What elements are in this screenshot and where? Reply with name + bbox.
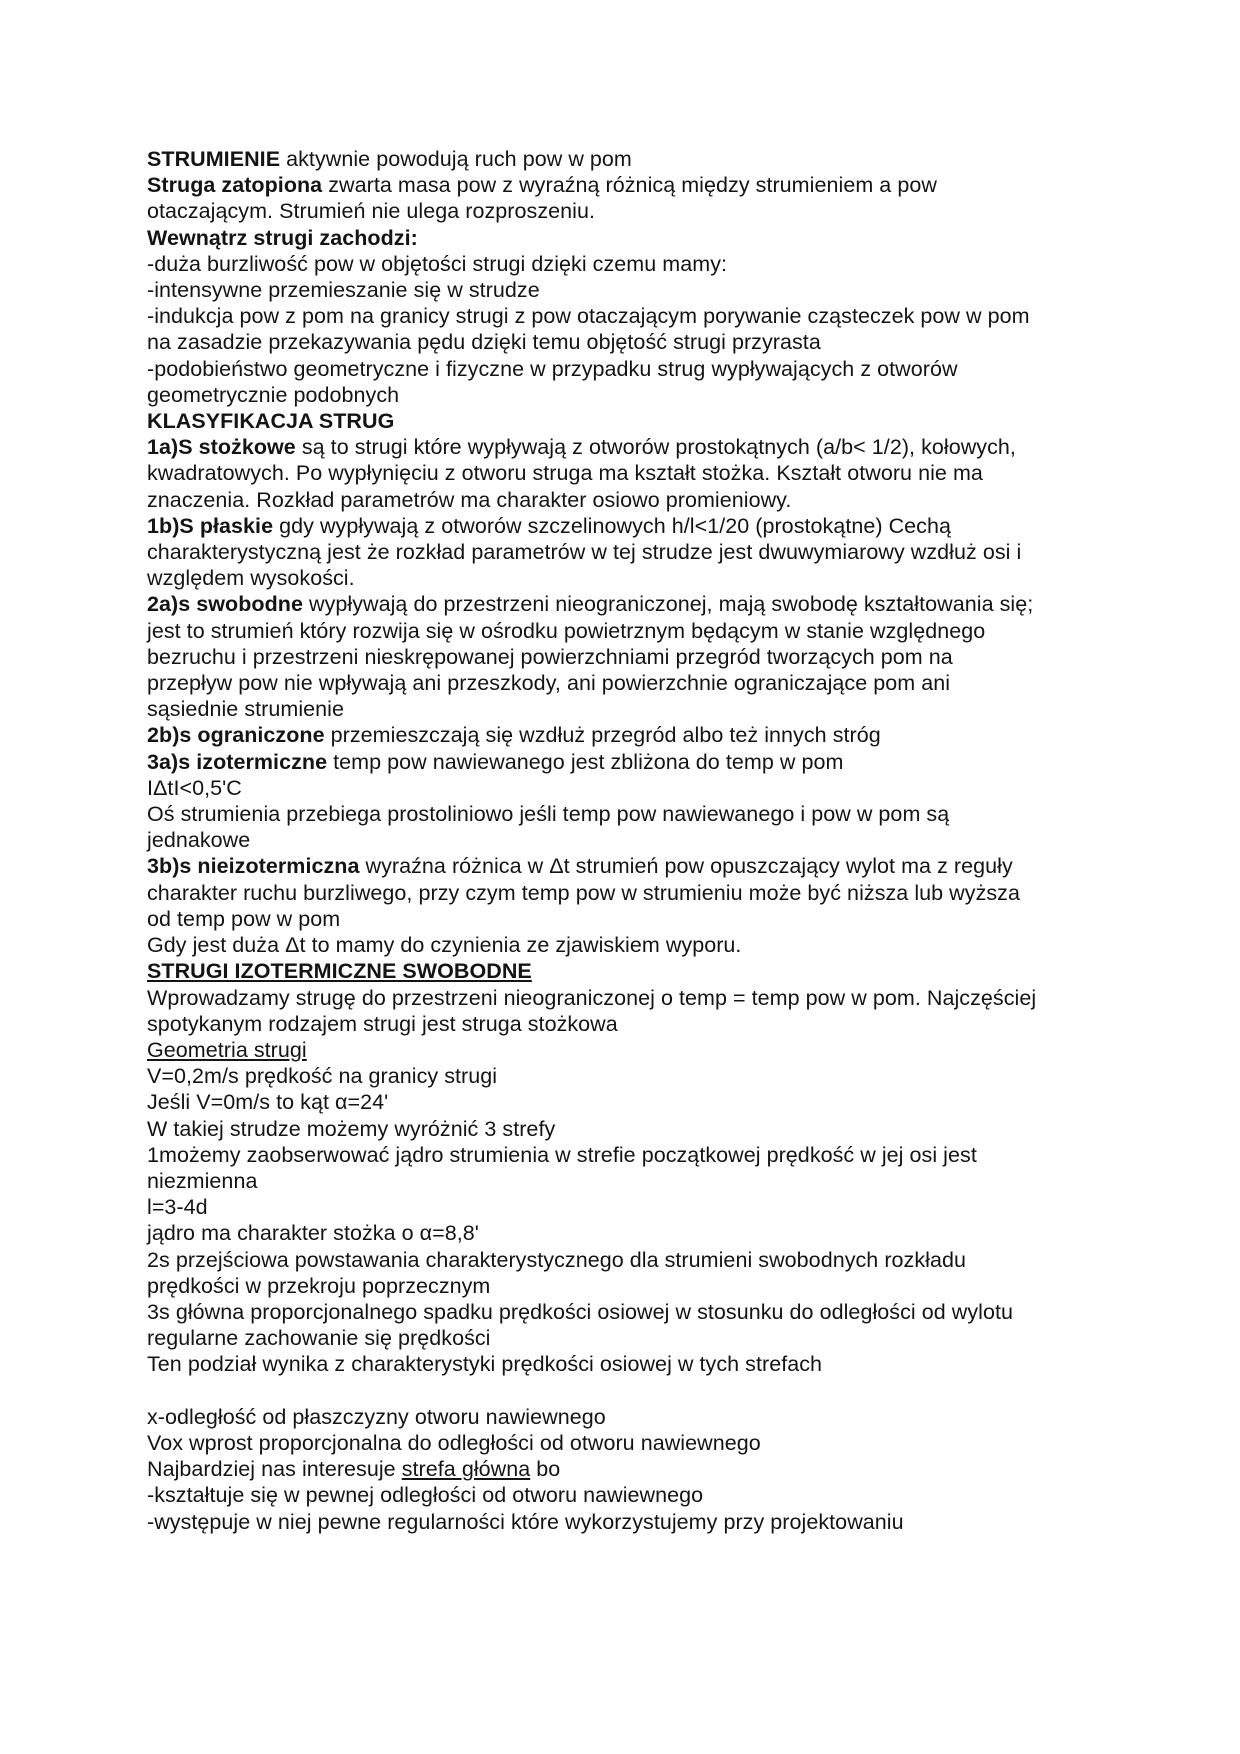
text-line: od temp pow w pom <box>147 906 341 931</box>
text-line: -intensywne przemieszanie się w strudze <box>147 278 540 303</box>
section-heading-wewnatrz: Wewnątrz strugi zachodzi: <box>147 225 418 250</box>
text-line: W takiej strudze możemy wyróżnić 3 strefy <box>147 1116 556 1141</box>
text-line: -duża burzliwość pow w objętości strugi dzięki czemu mamy: <box>147 251 728 276</box>
text-line: geometrycznie podobnych <box>147 382 400 407</box>
text-line: Vox wprost proporcjonalna do odległości od otworu nawiewnego <box>147 1430 761 1455</box>
term-2b: 2b)s ograniczone <box>147 723 325 748</box>
text-line: IΔtI<0,5'C <box>147 775 242 800</box>
text-line: bezruchu i przestrzeni nieskrępowanej powierzchniami przegród tworzących pom na <box>147 644 953 669</box>
text-line <box>147 513 1097 539</box>
text-line: regularne zachowanie się prędkości <box>147 1326 491 1351</box>
text-fragment: wypływają do przestrzeni nieograniczonej, mają swobodę kształtowania się; <box>302 592 1034 617</box>
text-line: charakter ruchu burzliwego, przy czym temp pow w strumieniu może być niższa lub wyższa <box>147 880 1020 905</box>
subheading-geometria: Geometria strugi <box>147 1037 307 1062</box>
text-line <box>147 172 1097 198</box>
text-fragment: aktywnie powodują ruch pow w pom <box>280 147 632 171</box>
section-heading-klasyfikacja: KLASYFIKACJA STRUG <box>147 409 395 434</box>
text-line: przepływ pow nie wpływają ani przeszkody, ani powierzchnie ograniczające pom ani <box>147 671 951 696</box>
text-fragment: Najbardziej nas interesuje <box>147 1457 402 1482</box>
text-line <box>147 591 1097 617</box>
text-line: otaczającym. Strumień nie ulega rozproszeniu. <box>147 199 595 224</box>
text-line: znaczenia. Rozkład parametrów ma charakter osiowo promieniowy. <box>147 487 792 512</box>
text-line: -kształtuje się w pewnej odległości od otworu nawiewnego <box>147 1483 704 1508</box>
text-line: x-odległość od płaszczyzny otworu nawiewnego <box>147 1404 606 1429</box>
text-line: -występuje w niej pewne regularności które wykorzystujemy przy projektowaniu <box>147 1509 904 1534</box>
text-line: jest to strumień który rozwija się w ośrodku powietrznym będącym w stanie względnego <box>147 618 986 643</box>
text-fragment: gdy wypływają z otworów szczelinowych h/l<1/20 (prostokątne) Cechą <box>273 513 952 538</box>
text-line: Gdy jest duża Δt to mamy do czynienia ze zjawiskiem wyporu. <box>147 933 742 958</box>
term-strumienie: STRUMIENIE <box>147 147 281 171</box>
text-line: sąsiednie strumienie <box>147 697 344 722</box>
text-line: jednakowe <box>147 828 251 853</box>
text-line <box>147 853 1097 879</box>
text-line: 1możemy zaobserwować jądro strumienia w strefie początkowej prędkość w jej osi jest <box>147 1142 977 1167</box>
text-line: -podobieństwo geometryczne i fizyczne w przypadku strug wypływających z otworów <box>147 356 958 381</box>
text-fragment: temp pow nawiewanego jest zbliżona do temp w pom <box>327 749 844 774</box>
text-line: Jeśli V=0m/s to kąt α=24' <box>147 1090 389 1115</box>
term-3b: 3b)s nieizotermiczna <box>147 854 360 879</box>
text-line: względem wysokości. <box>147 566 355 591</box>
text-line: prędkości w przekroju poprzecznym <box>147 1273 491 1298</box>
text-line: V=0,2m/s prędkość na granicy strugi <box>147 1064 498 1089</box>
term-3a: 3a)s izotermiczne <box>147 749 328 774</box>
text-line <box>147 749 1097 775</box>
text-line <box>147 1456 1097 1482</box>
text-line: Ten podział wynika z charakterystyki prędkości osiowej w tych strefach <box>147 1352 823 1377</box>
text-line: spotykanym rodzajem strugi jest struga stożkowa <box>147 1011 618 1036</box>
text-line: l=3-4d <box>147 1195 208 1220</box>
text-line: niezmienna <box>147 1168 258 1193</box>
underlined-strefa-glowna: strefa główna <box>401 1457 531 1482</box>
blank-line <box>147 1378 1097 1404</box>
text-line: jądro ma charakter stożka o α=8,8' <box>147 1221 479 1246</box>
text-line: kwadratowych. Po wypłynięciu z otworu struga ma kształt stożka. Kształt otworu nie ma <box>147 461 983 486</box>
term-1a: 1a)S stożkowe <box>147 435 296 460</box>
text-line: 2s przejściowa powstawania charakterystycznego dla strumieni swobodnych rozkładu <box>147 1247 967 1272</box>
text-line: na zasadzie przekazywania pędu dzięki temu objętość strugi przyrasta <box>147 330 821 355</box>
text-line <box>147 722 1097 748</box>
text-fragment: przemieszczają się wzdłuż przegród albo też innych stróg <box>324 723 881 748</box>
text-fragment: wyraźna różnica w Δt strumień pow opuszczający wylot ma z reguły <box>359 854 1013 879</box>
term-1b: 1b)S płaskie <box>147 513 274 538</box>
text-fragment: zwarta masa pow z wyraźną różnicą między strumieniem a pow <box>322 173 937 198</box>
section-heading-strugi-izotermiczne: STRUGI IZOTERMICZNE SWOBODNE <box>147 959 532 984</box>
text-line: 3s główna proporcjonalnego spadku prędkości osiowej w stosunku do odległości od wylotu <box>147 1299 1014 1324</box>
document-body <box>147 146 1097 1535</box>
term-2a: 2a)s swobodne <box>147 592 303 617</box>
text-line: -indukcja pow z pom na granicy strugi z pow otaczającym porywanie cząsteczek pow w pom <box>147 304 1030 329</box>
text-line: charakterystyczną jest że rozkład parametrów w tej strudze jest dwuwymiarowy wzdłuż osi i <box>147 540 1022 565</box>
text-line <box>147 146 1097 172</box>
text-line: Wprowadzamy strugę do przestrzeni nieograniczonej o temp = temp pow w pom. Najczęściej <box>147 985 1037 1010</box>
text-fragment: bo <box>530 1457 561 1482</box>
term-struga-zatopiona: Struga zatopiona <box>147 173 323 198</box>
text-line <box>147 434 1097 460</box>
text-line: Oś strumienia przebiega prostoliniowo jeśli temp pow nawiewanego i pow w pom są <box>147 802 950 827</box>
text-fragment: są to strugi które wypływają z otworów prostokątnych (a/b< 1/2), kołowych, <box>295 435 1016 460</box>
